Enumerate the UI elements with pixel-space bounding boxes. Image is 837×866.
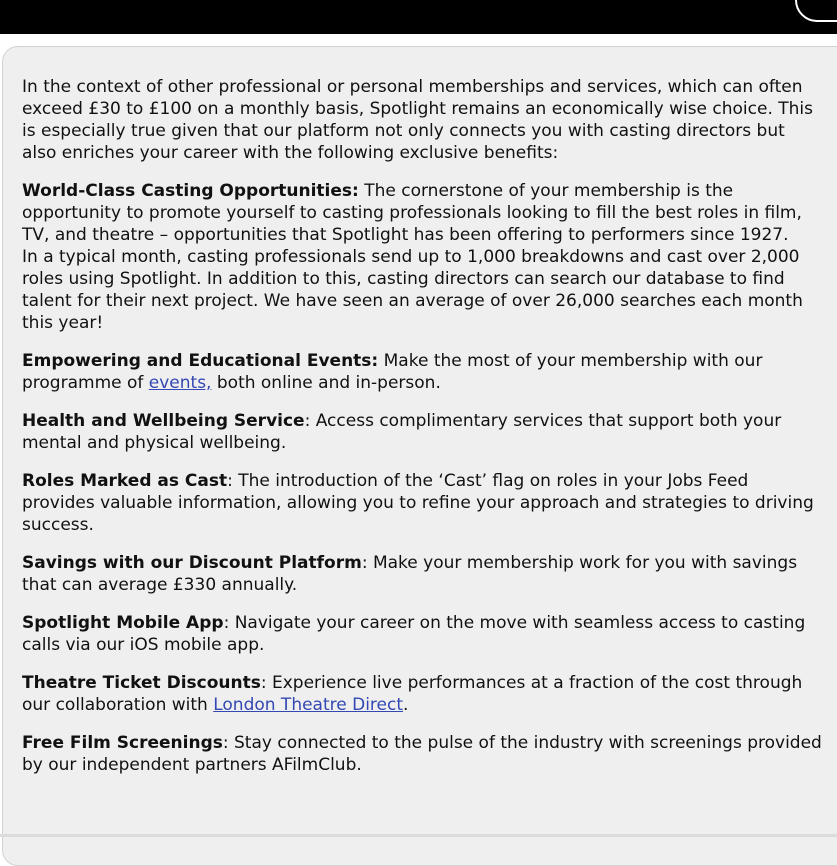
benefit-text: Make the most of your membership with our programme of	[22, 351, 763, 393]
benefit-title: World-Class Casting Opportunities:	[22, 181, 359, 201]
benefit-casting	[22, 180, 822, 334]
benefit-text: : Experience live performances at a fraction of the cost through our collaboration with	[22, 673, 803, 715]
benefit-text: : Make your membership work for you with savings that can average £330 annually.	[22, 553, 798, 595]
benefit-app	[22, 612, 822, 656]
benefit-text: : The introduction of the ‘Cast’ flag on roles in your Jobs Feed provides valuable information, allowing you to refine your approach and strategies to driving success.	[22, 471, 814, 535]
benefit-text: both online and in-person.	[211, 373, 441, 393]
benefit-title: Savings with our Discount Platform	[22, 553, 362, 573]
benefit-theatre	[22, 672, 822, 716]
benefit-savings	[22, 552, 822, 596]
top-navigation-bar	[0, 0, 837, 34]
london-theatre-direct-link[interactable]: London Theatre Direct	[213, 695, 404, 715]
benefit-title: Free Film Screenings	[22, 733, 223, 753]
benefit-title: Spotlight Mobile App	[22, 613, 224, 633]
benefit-title: Theatre Ticket Discounts	[22, 673, 261, 693]
benefit-film	[22, 732, 822, 776]
benefit-text: The cornerstone of your membership is the opportunity to promote yourself to casting professionals looking to fill the best roles in film, TV, and theatre – opportunities that Spotlight has been offering to performers since 1927.	[22, 181, 802, 245]
benefits-content	[22, 76, 822, 792]
benefit-title: Health and Wellbeing Service	[22, 411, 305, 431]
header-pill-button[interactable]	[795, 0, 837, 22]
benefit-text: : Stay connected to the pulse of the industry with screenings provided by our independent partners AFilmClub.	[22, 733, 822, 775]
intro-paragraph: In the context of other professional or personal memberships and services, which can often exceed £30 to £100 on a monthly basis, Spotlight remains an economically wise choice. This is especially true given that our platform not only connects you with casting directors but also enriches your career with the following exclusive benefits:	[22, 77, 814, 163]
benefit-text: : Navigate your career on the move with seamless access to casting calls via our iOS mobile app.	[22, 613, 806, 655]
benefit-text-continued: In a typical month, casting professionals send up to 1,000 breakdowns and cast over 2,000 roles using Spotlight. In addition to this, casting directors can search our database to find talent for their next project. We have seen an average of over 26,000 searches each month this year!	[22, 247, 803, 333]
benefit-roles	[22, 470, 822, 536]
benefit-text: .	[403, 695, 409, 715]
benefit-health	[22, 410, 822, 454]
nav-links-cropped	[120, 0, 234, 2]
benefit-title: Roles Marked as Cast	[22, 471, 228, 491]
benefit-title: Empowering and Educational Events:	[22, 351, 379, 371]
benefit-events	[22, 350, 822, 394]
events-link[interactable]: events,	[148, 373, 212, 393]
benefit-text: : Access complimentary services that support both your mental and physical wellbeing.	[22, 411, 782, 453]
